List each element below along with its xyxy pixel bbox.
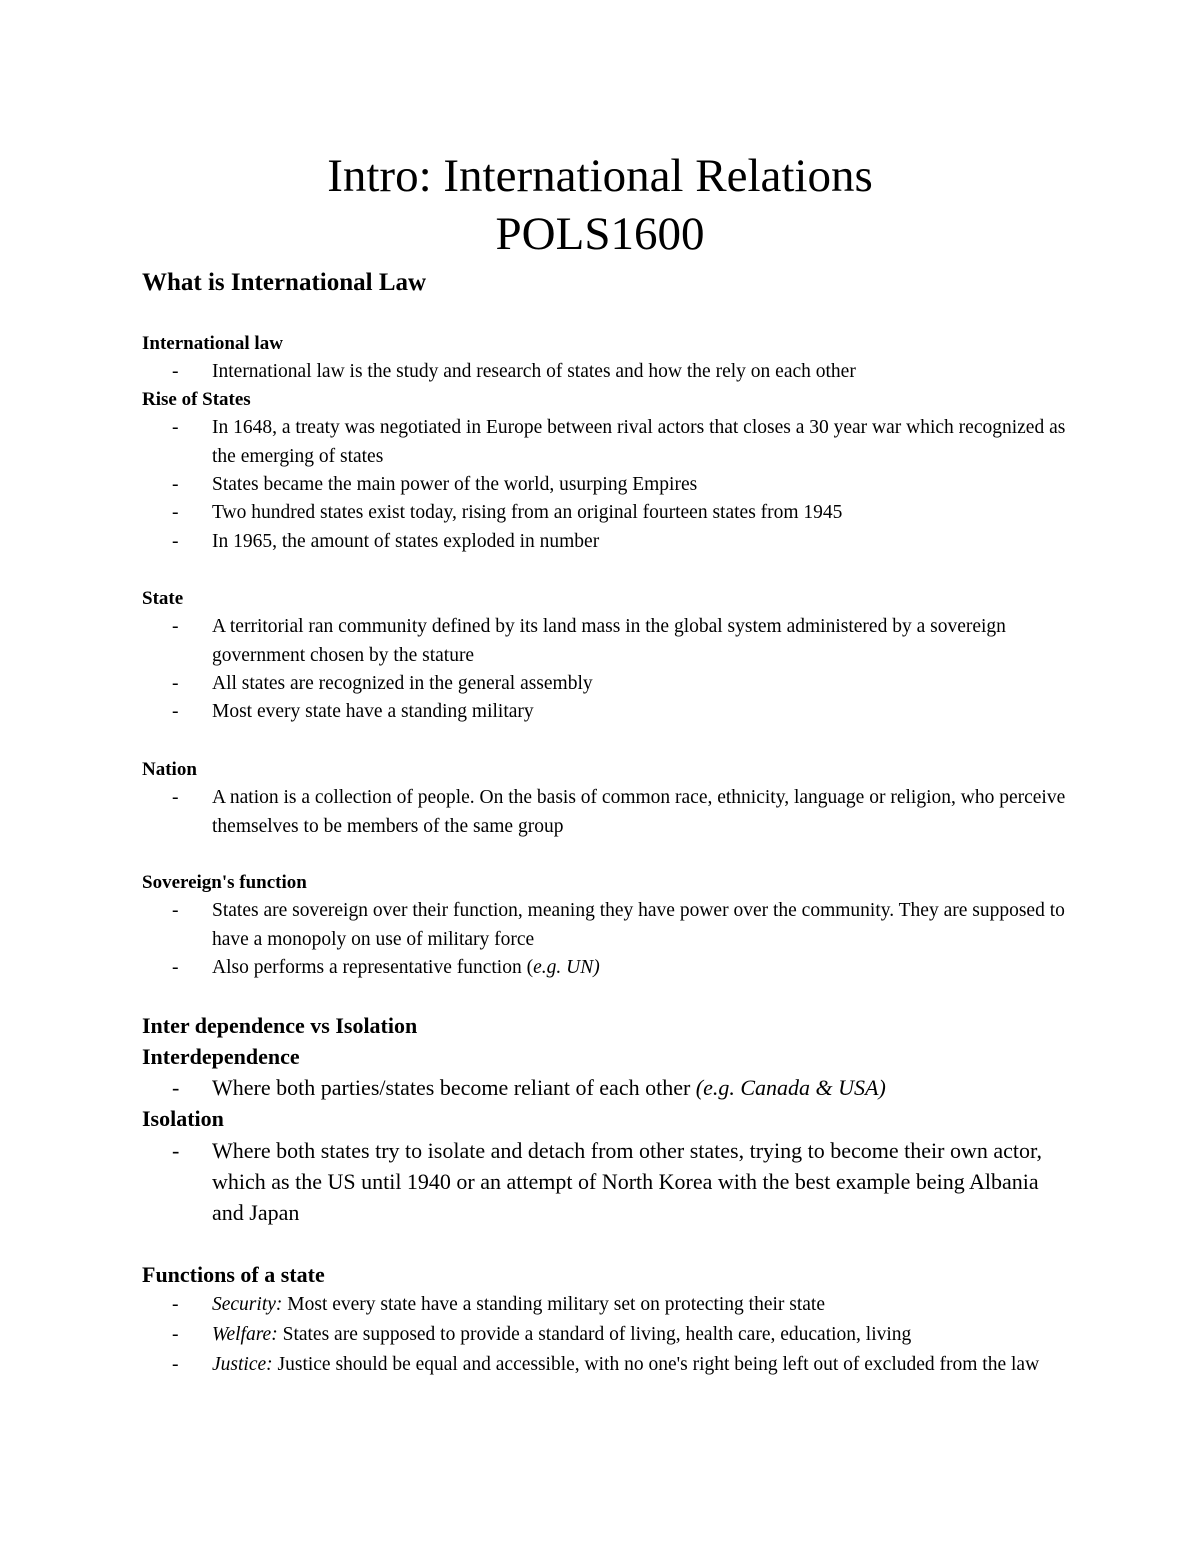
section-heading-functions-of-a-state: Functions of a state [142,1262,325,1287]
bullet-dash: - [172,1354,179,1375]
list-item: - Justice: Justice should be equal and accessible, with no one's right being left out of excluded from the law [172,1351,1072,1380]
bullet-dash: - [172,361,179,382]
section-heading-interdependence-vs-isolation: Inter dependence vs Isolation [142,1013,418,1038]
subheading-interdependence: Interdependence [142,1044,300,1069]
list-item: - Two hundred states exist today, rising from an original fourteen states from 1945 [172,499,1072,528]
bullet-dash: - [172,616,179,637]
bullet-dash: - [172,502,179,523]
subheading-international-law: International law [142,333,283,354]
course-code: POLS1600 [495,208,705,260]
bullet-dash: - [172,701,179,722]
list-item: - In 1648, a treaty was negotiated in Europe between rival actors that closes a 30 year war which recognized as the emerging of states [172,414,1072,471]
subheading-isolation: Isolation [142,1106,224,1131]
list-item: - States are sovereign over their function, meaning they have power over the community. They are supposed to have a monopoly on use of military force [172,897,1072,954]
list-item: - Where both states try to isolate and detach from other states, trying to become their own actor, which as the US until 1940 or an attempt of North Korea with the best example being Albania and Japan [172,1135,1072,1228]
list-item: - States became the main power of the world, usurping Empires [172,471,1072,500]
subheading-sovereigns-function: Sovereign's function [142,872,307,893]
page-title: Intro: International Relations [327,150,873,202]
bullet-dash: - [172,1294,179,1315]
bullet-dash: - [172,900,179,921]
list-item: - A nation is a collection of people. On the basis of common race, ethnicity, language or religion, who perceive themselves to be members of the same group [172,784,1072,841]
list-item: - Welfare: States are supposed to provide a standard of living, health care, education, living [172,1321,1072,1350]
list-item: - Most every state have a standing military [172,698,1072,727]
list-item: - Also performs a representative function (e.g. UN) [172,954,1072,983]
bullet-dash: - [172,474,179,495]
bullet-dash: - [172,787,179,808]
bullet-dash: - [172,1138,180,1163]
bullet-dash: - [172,1324,179,1345]
section-heading-international-law: What is International Law [142,269,427,296]
list-item: - Where both parties/states become reliant of each other (e.g. Canada & USA) [172,1072,1072,1103]
list-item: - International law is the study and research of states and how the rely on each other [172,358,1072,387]
bullet-dash: - [172,417,179,438]
list-item: - In 1965, the amount of states exploded in number [172,528,1072,557]
bullet-dash: - [172,1075,180,1100]
bullet-dash: - [172,673,179,694]
subheading-rise-of-states: Rise of States [142,389,251,410]
list-item: - Security: Most every state have a standing military set on protecting their state [172,1291,1072,1320]
list-item: - A territorial ran community defined by its land mass in the global system administered by a sovereign government chosen by the stature [172,613,1072,670]
list-item: - All states are recognized in the general assembly [172,670,1072,699]
bullet-dash: - [172,957,179,978]
subheading-nation: Nation [142,759,197,780]
bullet-dash: - [172,531,179,552]
subheading-state: State [142,588,184,609]
